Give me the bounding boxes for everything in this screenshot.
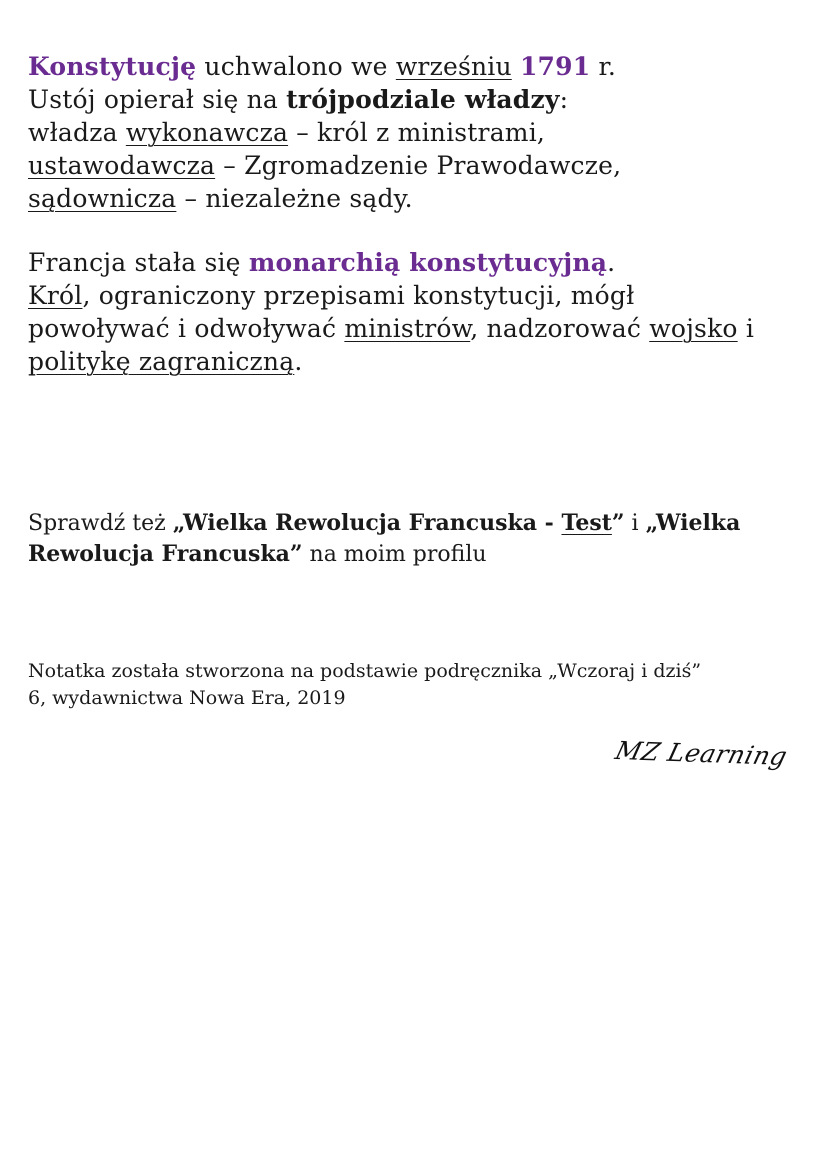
- text-span: [512, 52, 520, 81]
- text-span: Francja stała się: [28, 248, 249, 277]
- see-also-line-1: [28, 508, 808, 539]
- see-also-paragraph: [28, 508, 808, 570]
- monarchy-line-4: [28, 345, 808, 378]
- underlined-ustawodawcza: ustawodawcza: [28, 151, 216, 180]
- title-wrf-end: Rewolucja Francuska”: [28, 541, 303, 567]
- year-1791: 1791: [519, 52, 591, 81]
- constitution-line-3: [28, 116, 808, 149]
- text-span: Ustój opierał się na: [28, 85, 287, 114]
- underlined-test: Test: [561, 510, 612, 536]
- text-span: władza: [28, 118, 126, 147]
- underlined-wykonawcza: wykonawcza: [125, 118, 289, 147]
- text-span: , nadzorować: [470, 314, 650, 343]
- text-span: powoływać i odwoływać: [28, 314, 345, 343]
- source-note-line-1: Notatka została stworzona na podstawie podręcznika „Wczoraj i dziś”: [28, 660, 702, 682]
- source-note-line-2: 6, wydawnictwa Nowa Era, 2019: [28, 687, 346, 709]
- monarchy-line-2: [28, 279, 808, 312]
- constitution-line-5: [28, 182, 808, 215]
- text-span: Sprawdź też: [28, 511, 173, 536]
- text-span: :: [559, 85, 569, 114]
- keyword-konstytucje: Konstytucję: [28, 52, 197, 81]
- text-span: uchwalono we: [196, 52, 396, 81]
- keyword-monarchia: monarchią konstytucyjną: [248, 248, 608, 277]
- monarchy-paragraph: [28, 246, 808, 378]
- underlined-ministrow: ministrów: [344, 314, 471, 343]
- underlined-polityka: politykę zagraniczną: [28, 347, 295, 376]
- keyword-trojpodzial: trójpodziale władzy: [286, 85, 560, 114]
- source-note: [28, 658, 808, 712]
- text-span: r.: [590, 52, 617, 81]
- text-span: ”: [611, 510, 625, 536]
- constitution-line-4: [28, 149, 808, 182]
- text-span: , ograniczony przepisami konstytucji, mógł: [82, 281, 635, 310]
- text-span: – król z ministrami,: [288, 118, 546, 147]
- text-span: na moim profilu: [302, 542, 487, 567]
- title-wrf-test: „Wielka Rewolucja Francuska -: [172, 510, 562, 536]
- underlined-sadownicza: sądownicza: [28, 184, 177, 213]
- constitution-paragraph: [28, 50, 808, 215]
- constitution-line-2: [28, 83, 808, 116]
- text-span: .: [294, 347, 303, 376]
- underlined-krol: Król: [28, 281, 83, 310]
- constitution-line-1: [28, 50, 808, 83]
- see-also-line-2: [28, 539, 808, 570]
- text-span: .: [607, 248, 616, 277]
- monarchy-line-1: [28, 246, 808, 279]
- signature: MZ Learning: [612, 736, 791, 771]
- text-span: i: [737, 314, 755, 343]
- text-span: – Zgromadzenie Prawodawcze,: [215, 151, 622, 180]
- underlined-wrzesniu: wrześniu: [395, 52, 512, 81]
- monarchy-line-3: [28, 312, 808, 345]
- title-wrf-start: „Wielka: [645, 510, 741, 536]
- underlined-wojsko: wojsko: [649, 314, 738, 343]
- text-span: – niezależne sądy.: [176, 184, 413, 213]
- text-span: i: [624, 511, 646, 536]
